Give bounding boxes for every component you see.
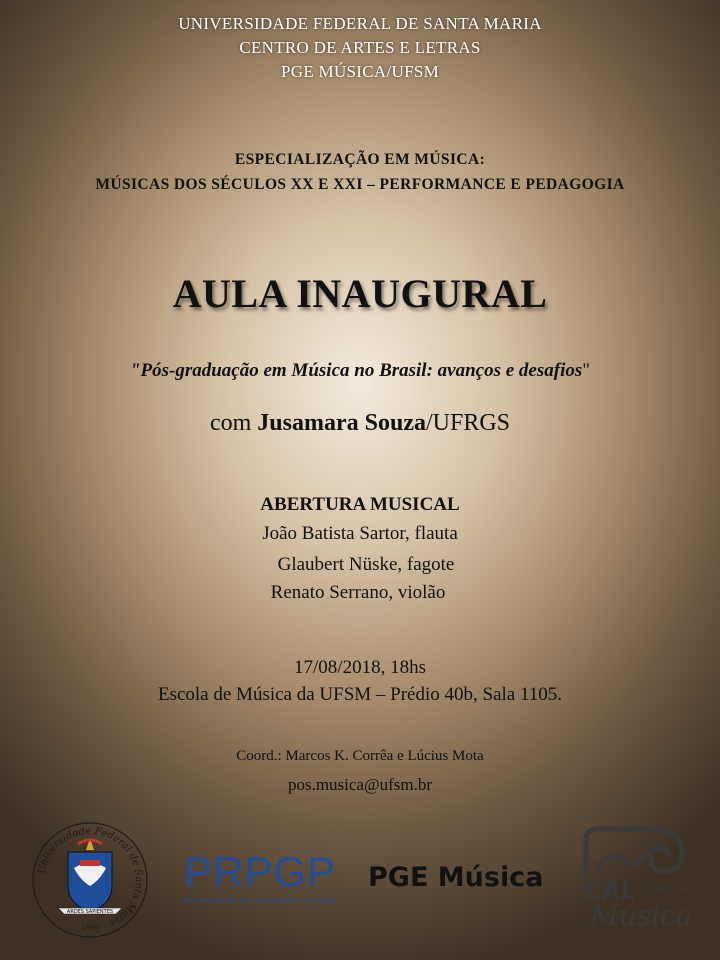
speaker-prefix: com: [209, 410, 258, 436]
ufsm-seal-logo: [30, 820, 150, 940]
cal-name: CAL: [584, 877, 636, 905]
seal-motto: ARDES SAPIENTES: [66, 909, 114, 915]
center-name: CENTRO DE ARTES E LETRAS: [239, 38, 481, 57]
subtitle-end: ": [582, 360, 591, 381]
prpgp-name: PRPGP: [183, 848, 337, 895]
contact-email: pos.musica@ufsm.br: [287, 775, 433, 794]
seal-year: 1960: [81, 924, 99, 932]
coordinators: Coord.: Marcos K. Corrêa e Lúcius Mota: [236, 748, 484, 764]
seal-ring-text: Universidade Federal de Santa Maria: [36, 825, 145, 929]
cal-script: Música: [590, 899, 693, 932]
pge-musica-logo: PGE Música: [368, 862, 544, 893]
performer-3: Renato Serrano, violão: [270, 582, 446, 603]
cal-years: 55 anos de: [642, 884, 687, 893]
course-line-2: MÚSICAS DOS SÉCULOS XX E XXI – PERFORMANCE E PEDAGOGIA: [95, 176, 625, 193]
prpgp-logo: [160, 850, 360, 920]
prpgp-full-name: Pró-Reitoria de Pós-Graduação e Pesquisa: [183, 896, 337, 905]
subtitle-quote: "Pós-graduação em Música no Brasil: avanços e desafios: [129, 360, 583, 381]
opening-heading: ABERTURA MUSICAL: [260, 494, 460, 515]
program-name: PGE MÚSICA/UFSM: [280, 62, 439, 81]
event-venue: Escola de Música da UFSM – Prédio 40b, Sala 1105.: [157, 684, 563, 705]
speaker-line: [0, 410, 720, 437]
event-datetime: 17/08/2018, 18hs: [294, 657, 426, 678]
speaker-affiliation: /UFRGS: [425, 410, 511, 436]
performer-1: João Batista Sartor, flauta: [262, 523, 458, 544]
university-name: UNIVERSIDADE FEDERAL DE SANTA MARIA: [178, 14, 542, 33]
lecture-subtitle: [0, 360, 720, 382]
event-title: AULA INAUGURAL: [172, 271, 548, 316]
course-line-1: ESPECIALIZAÇÃO EM MÚSICA:: [234, 151, 486, 168]
cal-55-anos-logo: [580, 825, 705, 935]
speaker-name: Jusamara Souza: [257, 410, 426, 436]
performer-2: Glaubert Nüske, fagote: [277, 554, 455, 575]
